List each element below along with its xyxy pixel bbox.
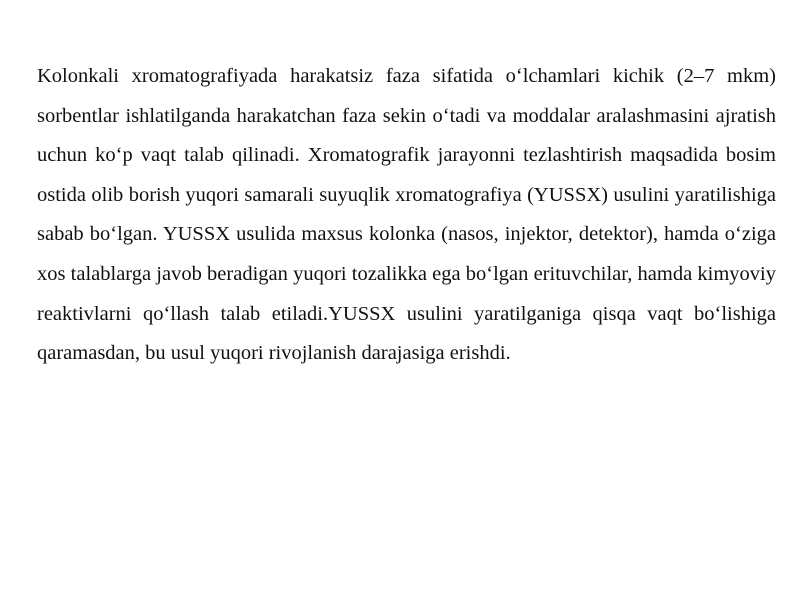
body-paragraph: Kolonkali xromatografiyada harakatsiz faza sifatida o‘lchamlari kichik (2–7 mkm) sorbentlar ishlatilganda harakatchan faza sekin o‘tadi va moddalar aralashmasini ajratish uchun ko‘p vaqt talab qilinadi. Xromatografik jarayonni tezlashtirish maqsadida bosim ostida olib borish yuqori samarali suyuqlik xromatografiya (YUSSX) usulini yaratilishiga sabab bo‘lgan. YUSSX usulida maxsus kolonka (nasos, injektor, detektor), hamda o‘ziga xos talablarga javob beradigan yuqori tozalikka ega bo‘lgan erituvchilar, hamda kimyoviy reaktivlarni qo‘llash talab etiladi.YUSSX usulini yaratilganiga qisqa vaqt bo‘lishiga qaramasdan, bu usul yuqori rivojlanish darajasiga erishdi.	[37, 65, 776, 365]
